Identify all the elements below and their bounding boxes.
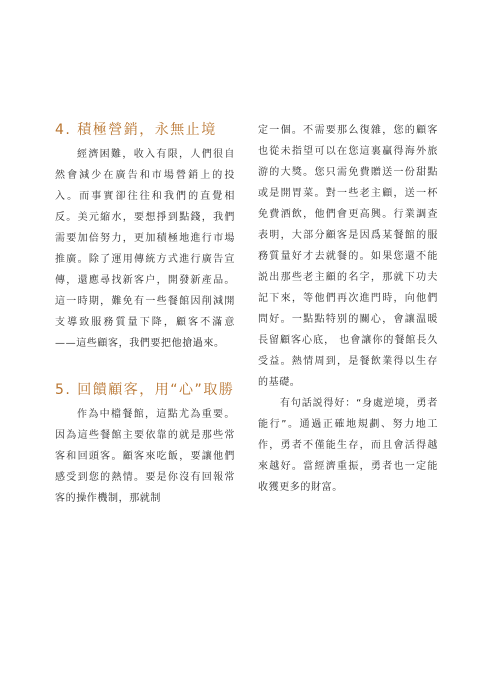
section-5-body-continued: 定一個。不需要那么復雜，您的顧客也從未指望可以在您這裏贏得海外旅游的大獎。您只需免費贈送一份甜點或是開胃菜。對一些老主顧，送一杯免費酒飲，他們會更高興。行業調查表明，大部分顧客是因爲某餐館的服務質量好才去就餐的。如果您還不能説出那些老主顧的名字，那就下功夫記下來，等他們再次進門時，向他們問好。一點點特别的關心，會讓温暖長留顧客心底， 也會讓你的餐館長久受益。熱情周到，是餐飲業得以生存的基礎。: [258, 125, 438, 388]
section-4-body: 經濟困難，收入有限，人們很自然會減少在廣告和市場營銷上的投入。而事實卻往往和我們的直覺相反。美元縮水，要想掙到點錢，我們需要加倍努力，更加積極地進行市場推廣。除了運用傳統方式進行廣告宣傳，還應尋找新客户，開發新產品。這一時期，難免有一些餐館因削減開支導致服務質量下降，顧客不滿意——這些顧客，我們要把他搶過來。: [55, 149, 235, 349]
section-5-heading: 5. 回饋顧客，用“心”取勝: [55, 382, 235, 398]
right-column: [258, 120, 438, 498]
section-4-heading: 4. 積極營銷，永無止境: [55, 122, 217, 138]
closing-paragraph: 有句話説得好：“身處逆境，勇者能行”。通過正確地規劃、努力地工作，勇者不僅能生存，而且會活得越來越好。當經濟重振，勇者也一定能收獲更多的財富。: [258, 398, 438, 493]
section-5-body: 作為中檔餐館，這點尤為重要。因為這些餐館主要依靠的就是那些常客和回頭客。顧客來吃飯，要讓他們感受到您的熱情。要是你沒有回報常客的操作機制，那就制: [55, 409, 235, 504]
left-column: [55, 120, 235, 509]
